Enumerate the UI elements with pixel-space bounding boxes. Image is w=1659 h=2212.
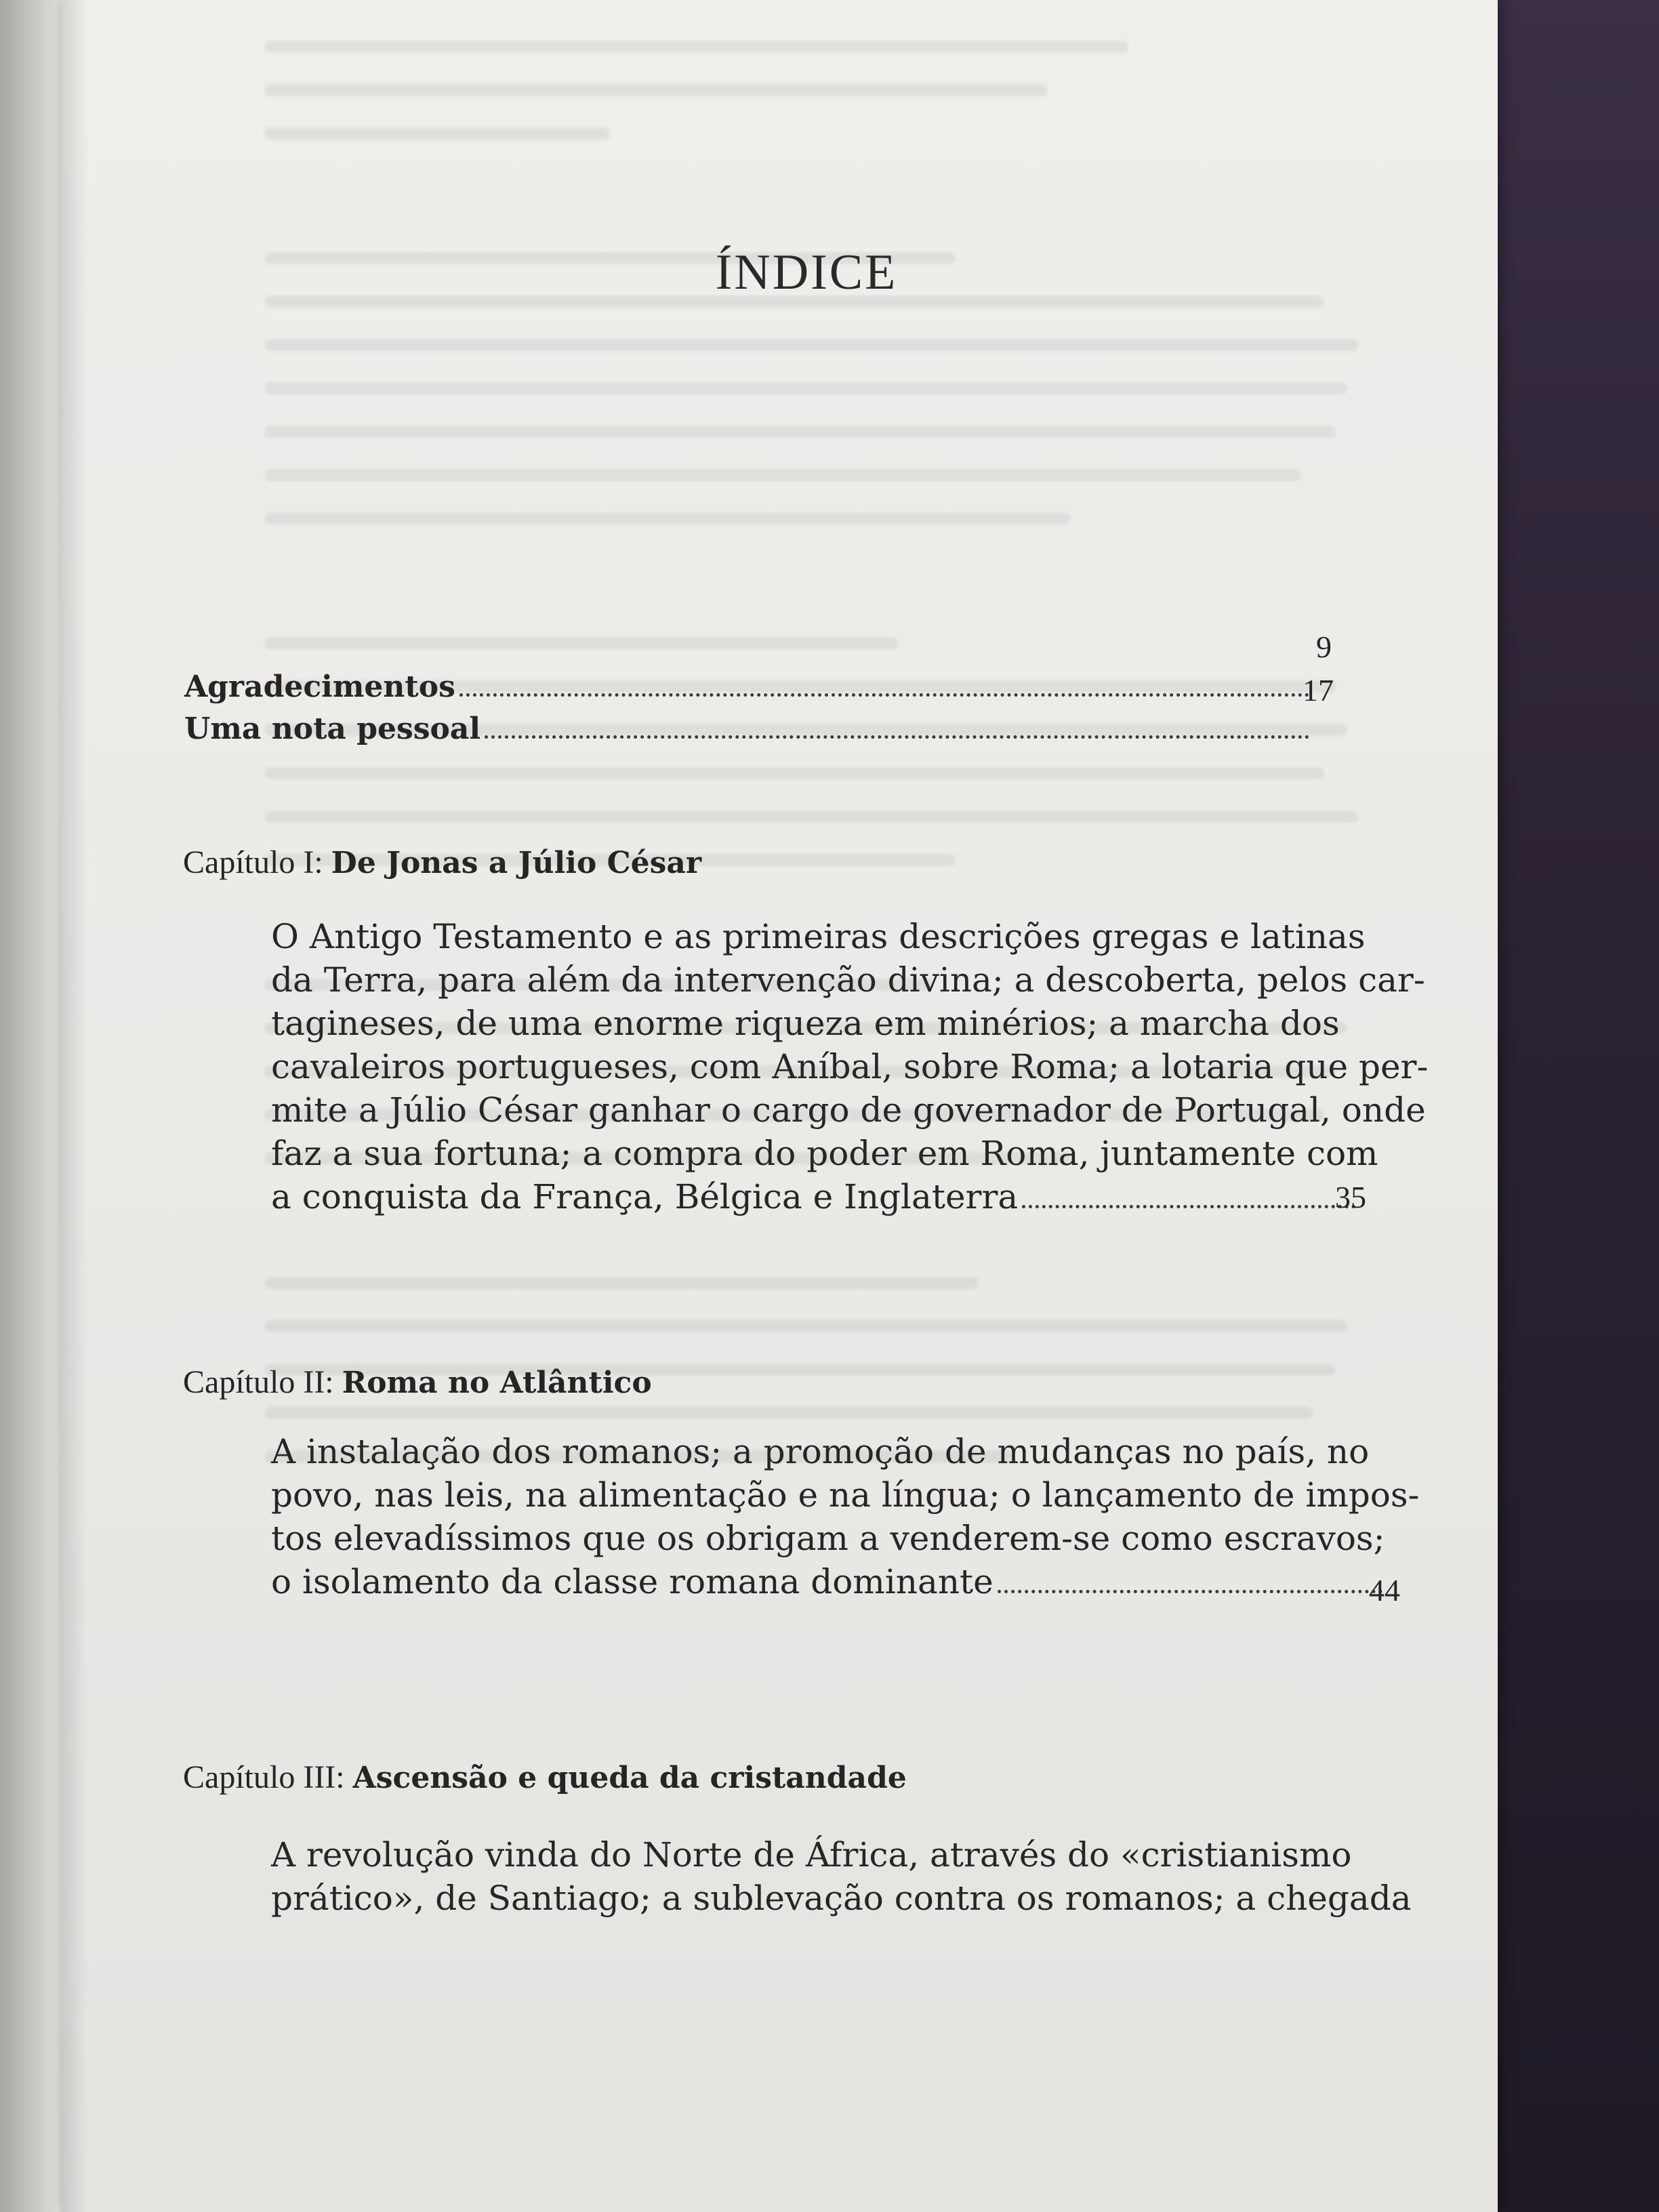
dot-leader [1022, 1205, 1355, 1208]
summary-line: tos elevadíssimos que os obrigam a venderem-se como escravos; [271, 1519, 1385, 1558]
summary-line: tagineses, de uma enorme riqueza em minérios; a marcha dos [271, 1004, 1340, 1043]
chapter-heading-2[interactable] [183, 1364, 652, 1401]
dot-leader [459, 693, 1309, 697]
summary-line: o isolamento da classe romana dominante [271, 1562, 994, 1601]
chapter-title: Ascensão e queda da cristandade [352, 1761, 907, 1795]
chapter-heading-1[interactable] [183, 844, 701, 881]
toc-entry-page-number: 17 [1303, 673, 1334, 708]
dot-leader [998, 1590, 1382, 1593]
summary-line: faz a sua fortuna; a compra do poder em Roma, juntamente com [271, 1134, 1378, 1173]
toc-entry-agradecimentos[interactable] [184, 670, 1316, 704]
summary-line: prático», de Santiago; a sublevação contra os romanos; a chegada [271, 1879, 1412, 1918]
toc-entry-label: Agradecimentos [184, 670, 455, 704]
chapter-page-number: 35 [1335, 1180, 1366, 1214]
page-title: ÍNDICE [715, 245, 898, 300]
summary-line-with-leader [271, 1560, 1382, 1603]
chapter-summary-1 [271, 915, 1429, 1218]
book-page [61, 0, 1498, 2212]
dot-leader [485, 735, 1309, 739]
chapter-number: Capítulo III: [183, 1759, 345, 1795]
summary-line: povo, nas leis, na alimentação e na língua; o lançamento de impos- [271, 1475, 1420, 1515]
toc-entry-label: Uma nota pessoal [184, 712, 481, 746]
table-of-contents [61, 0, 1498, 2212]
chapter-number: Capítulo I: [183, 844, 323, 880]
chapter-number: Capítulo II: [183, 1364, 334, 1400]
summary-line: a conquista da França, Bélgica e Inglaterra [271, 1177, 1019, 1216]
chapter-title: De Jonas a Júlio César [331, 846, 702, 880]
summary-line: da Terra, para além da intervenção divina; a descoberta, pelos car- [271, 960, 1425, 1000]
chapter-page-number: 44 [1369, 1573, 1400, 1607]
summary-line: A revolução vinda do Norte de África, através do «cristianismo [271, 1835, 1352, 1875]
chapter-title: Roma no Atlântico [342, 1366, 652, 1400]
summary-line: O Antigo Testamento e as primeiras descrições gregas e latinas [271, 917, 1366, 956]
summary-line-with-leader [271, 1175, 1355, 1218]
toc-entry-nota-pessoal[interactable] [184, 712, 1316, 746]
summary-line: cavaleiros portugueses, com Aníbal, sobre Roma; a lotaria que per- [271, 1047, 1429, 1086]
summary-line: A instalação dos romanos; a promoção de mudanças no país, no [271, 1432, 1370, 1471]
chapter-summary-3 [271, 1833, 1410, 1920]
summary-line: mite a Júlio César ganhar o cargo de governador de Portugal, onde [271, 1090, 1426, 1130]
chapter-heading-3[interactable] [183, 1759, 907, 1796]
toc-entry-page-number: 9 [1316, 630, 1332, 664]
